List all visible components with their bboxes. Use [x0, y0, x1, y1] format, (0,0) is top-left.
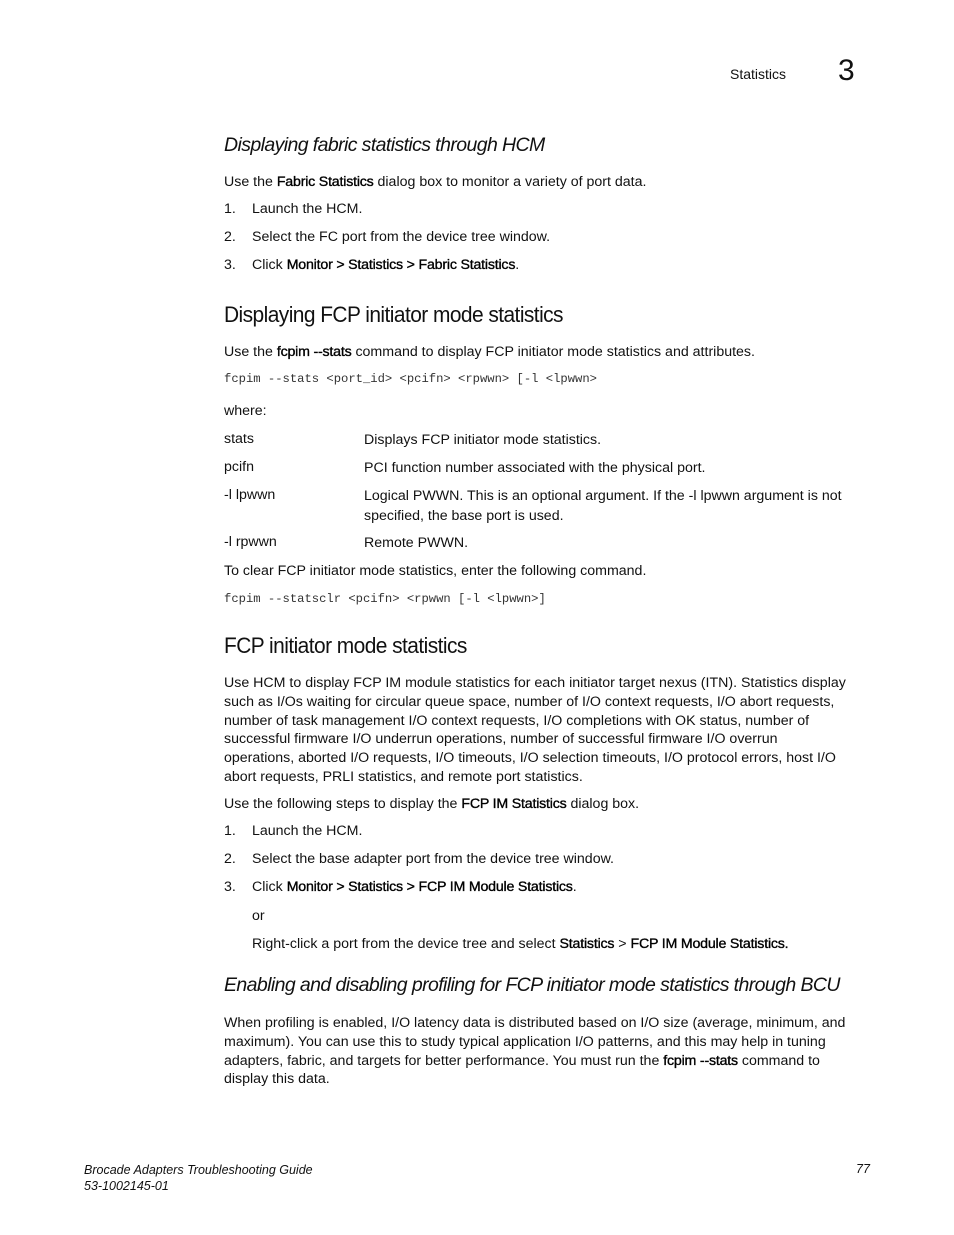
step-number: 1. [224, 823, 236, 839]
step-number: 2. [224, 851, 236, 867]
alt-step-bold-module: FCP IM Module Statistics. [630, 936, 789, 952]
step-menu-path: Monitor > Statistics > Fabric Statistics [286, 257, 516, 273]
line-pre: adapters, fabric, and targets for better performance. You must run the [224, 1052, 664, 1069]
step-number: 2. [224, 229, 236, 245]
paragraph-line: such as I/Os waiting for circular queue space, number of I/O context requests, I/O abort requests, [224, 693, 835, 710]
paragraph-line: successful firmware I/O underrun operations, number of successful firmware I/O overrun [224, 731, 778, 748]
step-text: Select the base adapter port from the device tree window. [252, 851, 614, 867]
fcpim-intro-pre: Use the [224, 344, 277, 360]
step-text-post: . [572, 879, 577, 895]
fcp-im-step-3 [224, 879, 577, 895]
paragraph-line: number of task management I/O context requests, I/O completions with OK status, number of [224, 712, 810, 729]
step-text-pre: Click [252, 257, 287, 273]
footer-title: Brocade Adapters Troubleshooting Guide [84, 1163, 313, 1177]
param-definition: Remote PWWN. [364, 535, 469, 551]
fabric-step-2 [224, 229, 550, 245]
where-label: where: [224, 403, 267, 419]
step-text-pre: Click [252, 879, 287, 895]
line-post: command to [737, 1052, 820, 1069]
fcp-im-step-2 [224, 851, 614, 867]
step-text: Launch the HCM. [252, 823, 363, 839]
code-fcpim-stats: fcpim --stats <port_id> <pcifn> <rpwwn> [-l <lpwwn> [224, 372, 597, 386]
paragraph-line: abort requests, PRLI statistics, and remote port statistics. [224, 768, 583, 785]
step-number: 3. [224, 257, 236, 273]
step-text: Select the FC port from the device tree window. [252, 229, 551, 245]
fcp-im-steps-intro [224, 795, 872, 814]
paragraph-line: When profiling is enabled, I/O latency data is distributed based on I/O size (average, minimum, and [224, 1015, 846, 1031]
paragraph-line: display this data. [224, 1071, 330, 1088]
heading-fabric-statistics: Displaying fabric statistics through HCM [224, 134, 545, 156]
or-text: or [252, 908, 265, 924]
fabric-step-3 [224, 257, 519, 273]
param-definition: Displays FCP initiator mode statistics. [364, 432, 602, 448]
fabric-intro-post: dialog box to monitor a variety of port data. [373, 174, 647, 190]
steps-intro-pre: Use the following steps to display the [224, 796, 462, 812]
paragraph-line: maximum). You can use this to study typical application I/O patterns, and this may help in tuning [224, 1033, 826, 1050]
paragraph-line: Use HCM to display FCP IM module statistics for each initiator target nexus (ITN). Statistics display [224, 675, 846, 691]
step-number: 3. [224, 879, 236, 895]
heading-fcp-initiator-mode-statistics: FCP initiator mode statistics [224, 633, 467, 658]
fabric-intro-bold: Fabric Statistics [276, 174, 374, 190]
clear-stats-text: To clear FCP initiator mode statistics, enter the following command. [224, 563, 647, 579]
fcpim-intro [224, 343, 872, 362]
heading-enabling-profiling: Enabling and disabling profiling for FCP initiator mode statistics through BCU [224, 974, 840, 996]
fabric-step-1 [224, 201, 362, 217]
fcpim-command: fcpim --stats [663, 1052, 738, 1069]
footer-document-info [84, 1162, 313, 1194]
paragraph-line: operations, aborted I/O requests, I/O timeouts, I/O selection timeouts, I/O protocol errors, host I/O [224, 750, 836, 767]
param-term: pcifn [224, 459, 254, 475]
page-number: 77 [856, 1162, 870, 1176]
step-text: Launch the HCM. [252, 201, 363, 217]
steps-intro-post: dialog box. [566, 796, 640, 812]
param-definition: PCI function number associated with the physical port. [364, 460, 706, 476]
fcpim-command: fcpim --stats [276, 344, 352, 360]
fcpim-intro-post: command to display FCP initiator mode statistics and attributes. [351, 344, 755, 360]
param-definition: Logical PWWN. This is an optional argument. If the -l lpwwn argument is not specified, the base port is used. [364, 488, 842, 524]
profiling-description [224, 1014, 872, 1089]
fcp-im-description [224, 674, 872, 787]
alt-step-separator: > [614, 936, 631, 952]
running-header-section: Statistics [730, 66, 787, 82]
paragraph-line [224, 1052, 872, 1071]
heading-fcp-initiator-mode-statistics-cmd: Displaying FCP initiator mode statistics [224, 302, 563, 327]
step-text-post: . [515, 257, 520, 273]
step-menu-path: Monitor > Statistics > FCP IM Module Statistics [286, 879, 573, 895]
code-fcpim-statsclr: fcpim --statsclr <pcifn> <rpwwn [-l <lpwwn>] [224, 592, 546, 606]
fcp-im-step-1 [224, 823, 362, 839]
chapter-number: 3 [838, 54, 855, 87]
param-term: stats [224, 431, 254, 447]
step-number: 1. [224, 201, 236, 217]
alt-step [252, 936, 788, 952]
alt-step-pre: Right-click a port from the device tree and select [252, 936, 560, 952]
param-term: -l lpwwn [224, 487, 276, 503]
fabric-intro [224, 173, 872, 192]
fabric-intro-pre: Use the [224, 174, 277, 190]
footer-doc-number: 53-1002145-01 [84, 1179, 169, 1193]
alt-step-bold-statistics: Statistics [559, 936, 615, 952]
steps-intro-bold: FCP IM Statistics [461, 796, 567, 812]
param-term: -l rpwwn [224, 534, 277, 550]
